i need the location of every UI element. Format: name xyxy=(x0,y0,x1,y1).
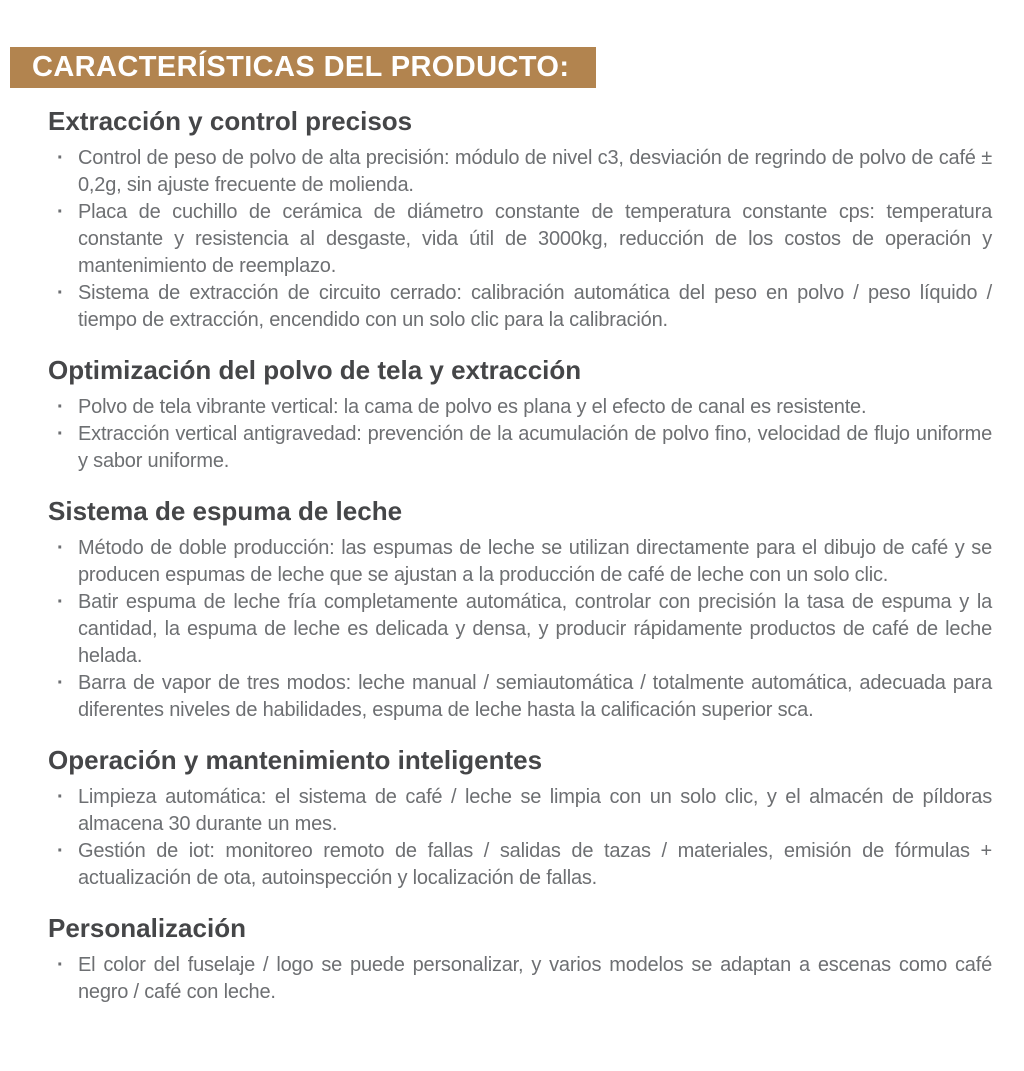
bullet-dot: · xyxy=(57,423,64,445)
bullet-item xyxy=(48,145,992,199)
bullet-item xyxy=(48,952,992,1006)
bullet-item xyxy=(48,670,992,724)
bullet-dot: · xyxy=(57,786,64,808)
product-features-page xyxy=(0,47,1024,1006)
bullet-list xyxy=(48,145,992,334)
section-smart-operation xyxy=(48,744,992,892)
bullet-item xyxy=(48,199,992,280)
bullet-item xyxy=(48,421,992,475)
page-title-bar xyxy=(10,47,596,88)
bullet-item xyxy=(48,280,992,334)
bullet-text: Placa de cuchillo de cerámica de diámetro constante de temperatura constante cps: temperatura constante y resistencia al desgaste, vida útil de 3000kg, reducción de los costos de operación y mantenimiento de reemplazo. xyxy=(78,201,992,277)
section-milk-foam-system xyxy=(48,495,992,724)
bullet-dot: · xyxy=(57,954,64,976)
bullet-text: Polvo de tela vibrante vertical: la cama de polvo es plana y el efecto de canal es resistente. xyxy=(78,396,867,418)
bullet-text: Método de doble producción: las espumas de leche se utilizan directamente para el dibujo de café y se producen espumas de leche que se ajustan a la producción de café de leche con un solo clic. xyxy=(78,537,992,586)
bullet-text: Gestión de iot: monitoreo remoto de fallas / salidas de tazas / materiales, emisión de fórmulas + actualización de ota, autoinspección y localización de fallas. xyxy=(78,840,992,889)
bullet-text: Batir espuma de leche fría completamente automática, controlar con precisión la tasa de espuma y la cantidad, la espuma de leche es delicada y densa, y producir rápidamente productos de café de leche helada. xyxy=(78,591,992,667)
bullet-item xyxy=(48,838,992,892)
bullet-text: Control de peso de polvo de alta precisión: módulo de nivel c3, desviación de regrindo de polvo de café ± 0,2g, sin ajuste frecuente de molienda. xyxy=(78,147,992,196)
section-title: Optimización del polvo de tela y extracción xyxy=(48,355,582,385)
bullet-text: Extracción vertical antigravedad: prevención de la acumulación de polvo fino, velocidad de flujo uniforme y sabor uniforme. xyxy=(78,423,992,472)
section-powder-optimization xyxy=(48,354,992,475)
bullet-dot: · xyxy=(57,147,64,169)
bullet-list xyxy=(48,952,992,1006)
bullet-dot: · xyxy=(57,282,64,304)
bullet-text: El color del fuselaje / logo se puede personalizar, y varios modelos se adaptan a escenas como café negro / café con leche. xyxy=(78,954,992,1003)
bullet-text: Barra de vapor de tres modos: leche manual / semiautomática / totalmente automática, adecuada para diferentes niveles de habilidades, espuma de leche hasta la calificación superior sca. xyxy=(78,672,992,721)
bullet-dot: · xyxy=(57,591,64,613)
bullet-item xyxy=(48,394,992,421)
bullet-list xyxy=(48,394,992,475)
bullet-text: Limpieza automática: el sistema de café / leche se limpia con un solo clic, y el almacén de píldoras almacena 30 durante un mes. xyxy=(78,786,992,835)
bullet-list xyxy=(48,784,992,892)
bullet-dot: · xyxy=(57,396,64,418)
bullet-dot: · xyxy=(57,537,64,559)
bullet-text: Sistema de extracción de circuito cerrado: calibración automática del peso en polvo / peso líquido / tiempo de extracción, encendido con un solo clic para la calibración. xyxy=(78,282,992,331)
bullet-item xyxy=(48,784,992,838)
bullet-dot: · xyxy=(57,672,64,694)
bullet-list xyxy=(48,535,992,724)
page-content xyxy=(0,88,1024,1006)
page-title: CARACTERÍSTICAS DEL PRODUCTO: xyxy=(32,51,570,83)
section-extraction-control xyxy=(48,105,992,334)
bullet-dot: · xyxy=(57,201,64,223)
bullet-item xyxy=(48,535,992,589)
section-title: Operación y mantenimiento inteligentes xyxy=(48,745,543,775)
section-title: Extracción y control precisos xyxy=(48,106,413,136)
bullet-dot: · xyxy=(57,840,64,862)
section-personalization xyxy=(48,912,992,1006)
section-title: Sistema de espuma de leche xyxy=(48,496,403,526)
bullet-item xyxy=(48,589,992,670)
section-title: Personalización xyxy=(48,913,246,943)
